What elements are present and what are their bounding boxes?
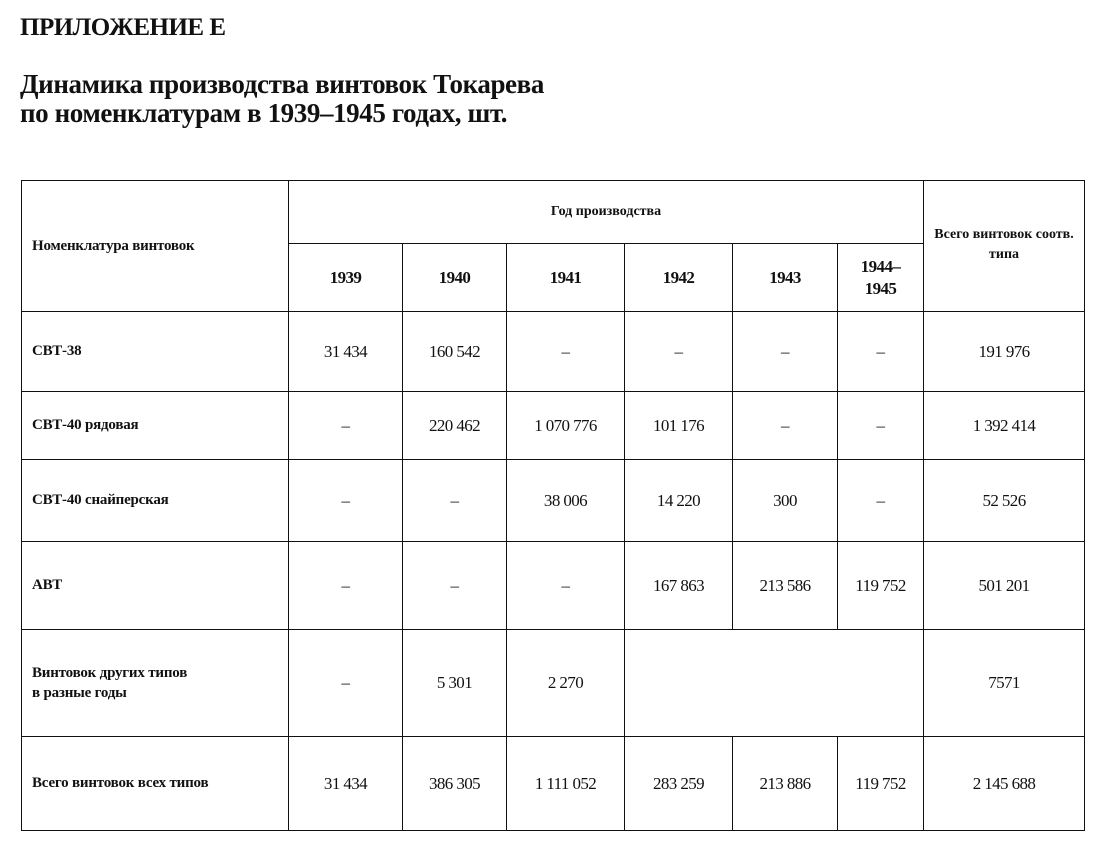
- table-row: [22, 392, 1085, 460]
- cell-value: 167 863: [625, 542, 733, 630]
- row-label: СВТ-40 рядовая: [22, 392, 289, 460]
- cell-value: 14 220: [625, 460, 733, 542]
- header-nomenclature: Номенклатура винтовок: [22, 181, 289, 312]
- cell-total: 191 976: [924, 312, 1085, 392]
- cell-total: 52 526: [924, 460, 1085, 542]
- row-label-line-1: Винтовок других типов: [32, 665, 188, 681]
- row-label: [22, 630, 289, 737]
- production-table: [21, 180, 1085, 831]
- cell-value: 1 070 776: [507, 392, 625, 460]
- header-total: Всего винтовок соотв. типа: [924, 181, 1085, 312]
- cell-value: 213 586: [733, 542, 838, 630]
- cell-value: 38 006: [507, 460, 625, 542]
- row-label: СВТ-40 снайперская: [22, 460, 289, 542]
- table-row: [22, 630, 1085, 737]
- cell-value: –: [289, 542, 403, 630]
- cell-value: –: [289, 460, 403, 542]
- cell-value: –: [733, 312, 838, 392]
- cell-total: 7571: [924, 630, 1085, 737]
- header-year-group: Год производства: [289, 181, 924, 244]
- cell-value: 213 886: [733, 737, 838, 831]
- year-header-1942: 1942: [625, 244, 733, 312]
- empty-merged-cell: [625, 630, 924, 737]
- table-row: [22, 460, 1085, 542]
- year-header-1940: 1940: [403, 244, 507, 312]
- appendix-heading: ПРИЛОЖЕНИЕ Е: [20, 14, 226, 41]
- row-label-line-2: в разные годы: [32, 685, 127, 701]
- cell-value: –: [507, 542, 625, 630]
- cell-value: 119 752: [838, 737, 924, 831]
- cell-value: 283 259: [625, 737, 733, 831]
- row-label: АВТ: [22, 542, 289, 630]
- cell-value: 220 462: [403, 392, 507, 460]
- cell-value: –: [838, 392, 924, 460]
- cell-value: –: [838, 312, 924, 392]
- table-title: [20, 70, 544, 128]
- cell-value: 1 111 052: [507, 737, 625, 831]
- cell-value: –: [838, 460, 924, 542]
- row-label: Всего винтовок всех типов: [22, 737, 289, 831]
- cell-value: 5 301: [403, 630, 507, 737]
- year-header-1941: 1941: [507, 244, 625, 312]
- year-header-1943: 1943: [733, 244, 838, 312]
- row-label: СВТ-38: [22, 312, 289, 392]
- cell-value: –: [403, 542, 507, 630]
- cell-total: 2 145 688: [924, 737, 1085, 831]
- table-row: [22, 312, 1085, 392]
- cell-value: –: [403, 460, 507, 542]
- cell-value: 31 434: [289, 312, 403, 392]
- table-title-line-1: Динамика производства винтовок Токарева: [20, 69, 544, 99]
- cell-value: 160 542: [403, 312, 507, 392]
- cell-value: 31 434: [289, 737, 403, 831]
- cell-total: 501 201: [924, 542, 1085, 630]
- cell-total: 1 392 414: [924, 392, 1085, 460]
- cell-value: –: [625, 312, 733, 392]
- cell-value: –: [289, 392, 403, 460]
- year-header-1944-1945: 1944–1945: [838, 244, 924, 312]
- cell-value: 101 176: [625, 392, 733, 460]
- cell-value: 2 270: [507, 630, 625, 737]
- cell-value: –: [733, 392, 838, 460]
- cell-value: –: [507, 312, 625, 392]
- year-header-1939: 1939: [289, 244, 403, 312]
- cell-value: 300: [733, 460, 838, 542]
- table-title-line-2: по номенклатурам в 1939–1945 годах, шт.: [20, 98, 508, 128]
- totals-row: [22, 737, 1085, 831]
- cell-value: 386 305: [403, 737, 507, 831]
- cell-value: 119 752: [838, 542, 924, 630]
- table-row: [22, 542, 1085, 630]
- cell-value: –: [289, 630, 403, 737]
- header-row-1: [22, 181, 1085, 244]
